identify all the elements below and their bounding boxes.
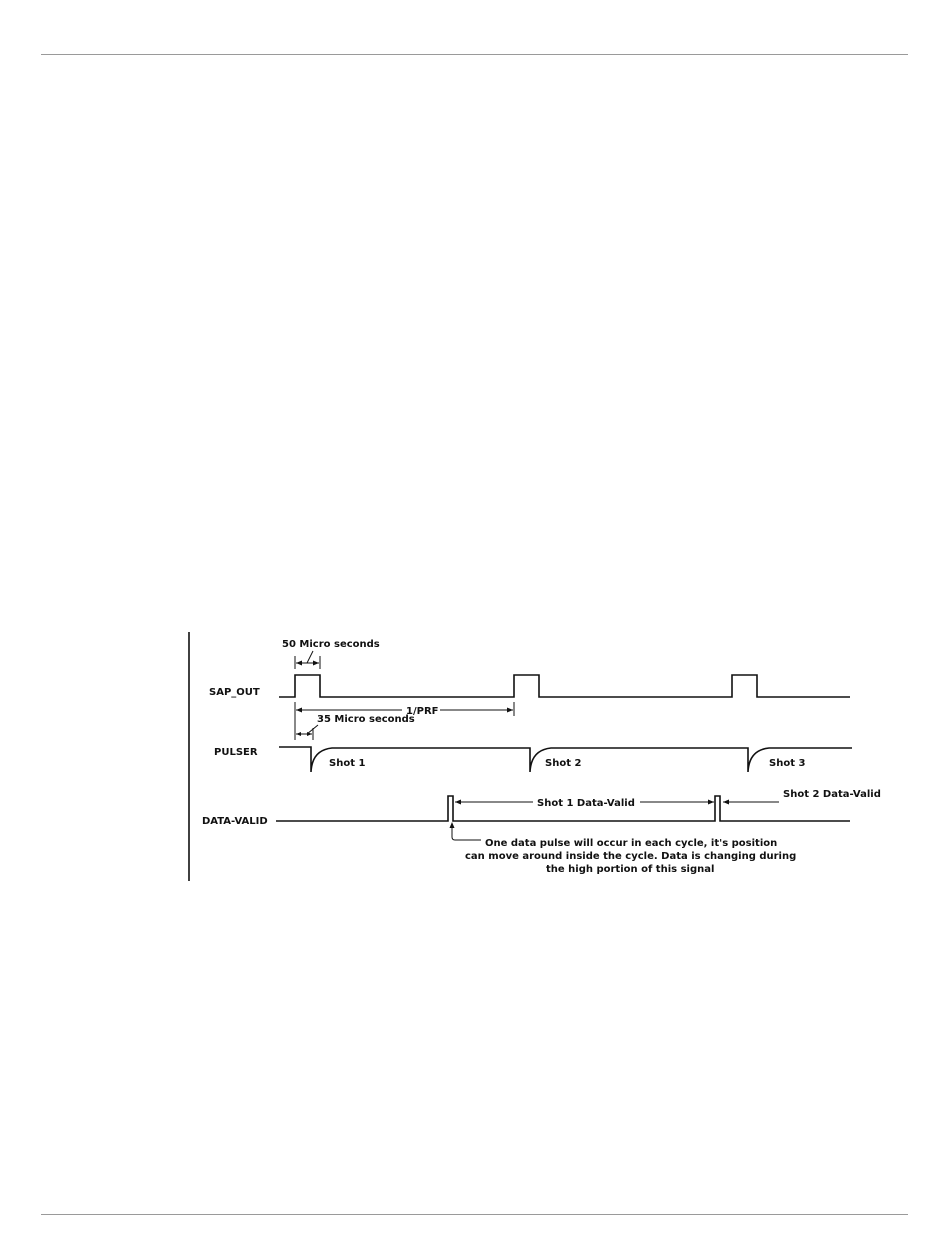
- shot-2-label: Shot 2: [545, 758, 582, 769]
- pulser-label: PULSER: [214, 747, 258, 758]
- note-leader-line: [452, 826, 481, 840]
- pulse-width-arrow-left: [296, 661, 302, 666]
- period-annotation: 1/PRF: [406, 706, 439, 717]
- sap-out-label: SAP_OUT: [209, 687, 260, 698]
- shot-2-data-valid-label: Shot 2 Data-Valid: [783, 789, 881, 800]
- sap-out-waveform: [279, 675, 850, 697]
- note-line-1: One data pulse will occur in each cycle, it's position: [485, 838, 778, 849]
- note-line-3: the high portion of this signal: [546, 864, 715, 875]
- shot2-valid-pointer-arrow: [723, 800, 729, 805]
- data-valid-label: DATA-VALID: [202, 816, 268, 827]
- shot1-valid-arrow-left: [455, 800, 461, 805]
- period-arrow-right: [507, 708, 513, 713]
- footer-rule: [41, 1214, 908, 1215]
- shot-1-data-valid-label: Shot 1 Data-Valid: [537, 798, 635, 809]
- shot-3-label: Shot 3: [769, 758, 806, 769]
- pulser-delay-annotation: 35 Micro seconds: [317, 714, 415, 725]
- note-leader-arrow: [450, 822, 455, 828]
- shot-1-label: Shot 1: [329, 758, 366, 769]
- pulse-width-annotation: 50 Micro seconds: [282, 639, 380, 650]
- shot1-valid-arrow-right: [708, 800, 714, 805]
- pulse-width-arrow-right: [313, 661, 319, 666]
- period-arrow-left: [296, 708, 302, 713]
- pulse-width-leader: [307, 651, 313, 663]
- note-line-2: can move around inside the cycle. Data is changing during: [465, 851, 797, 862]
- pulser-delay-arrow-left: [296, 732, 301, 736]
